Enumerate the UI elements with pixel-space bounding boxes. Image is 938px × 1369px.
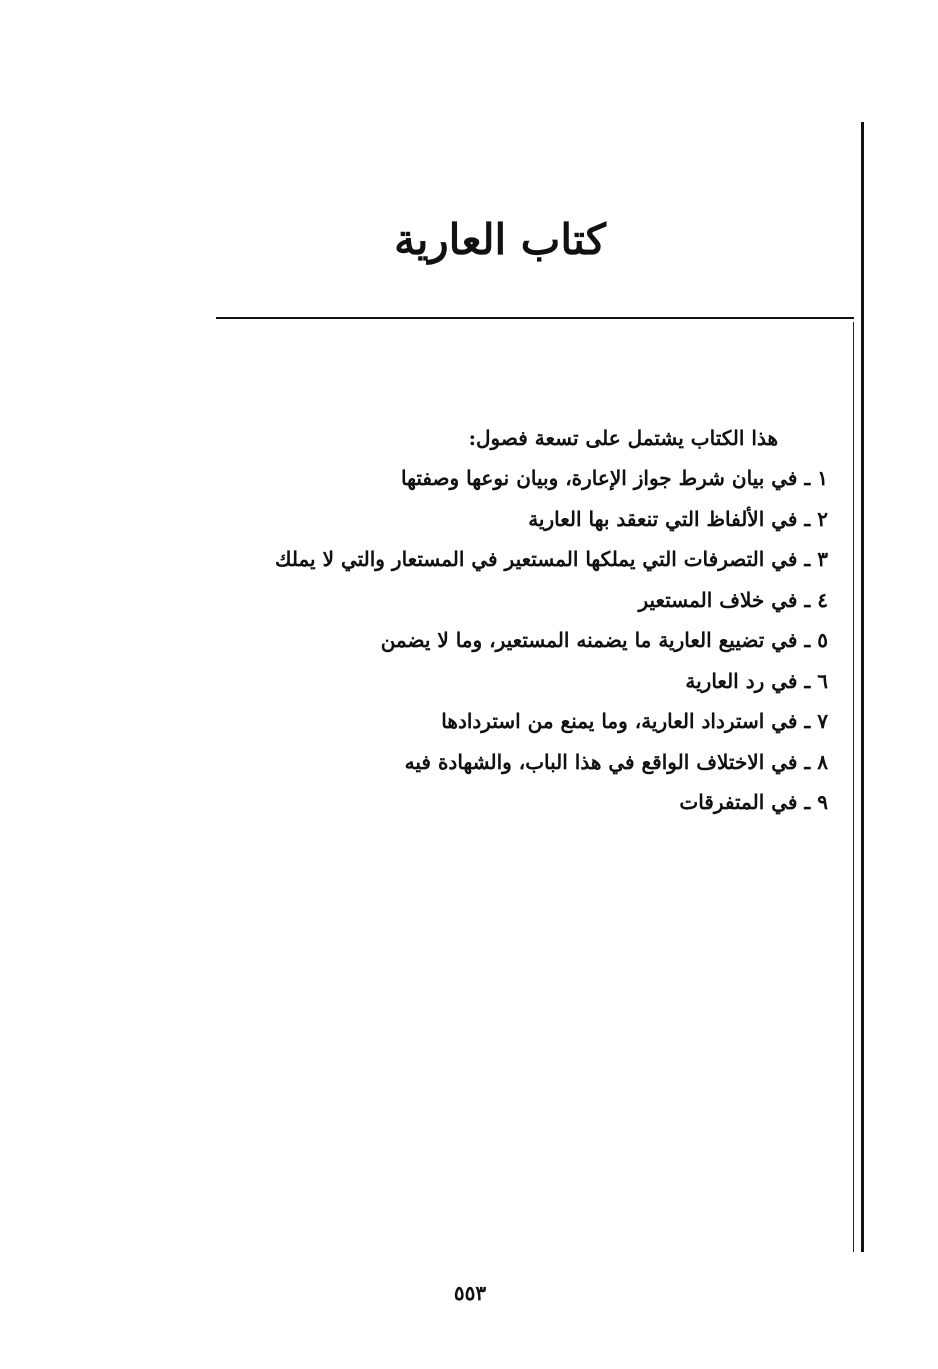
chapter-item: ٩ ـ في المتفرقات bbox=[679, 790, 828, 814]
page-frame-inner-vertical-rule bbox=[853, 322, 854, 1252]
page-title: كتاب العارية bbox=[394, 215, 606, 264]
chapter-item: ٨ ـ في الاختلاف الواقع في هذا الباب، والشهادة فيه bbox=[404, 749, 828, 774]
chapter-list bbox=[268, 458, 828, 823]
chapter-item: ٢ ـ في الألفاظ التي تنعقد بها العارية bbox=[528, 506, 828, 531]
chapter-item: ٧ ـ في استرداد العارية، وما يمنع من استردادها bbox=[441, 709, 828, 733]
chapter-item: ٥ ـ في تضييع العارية ما يضمنه المستعير، وما لا يضمن bbox=[380, 628, 828, 652]
chapter-item: ٤ ـ في خلاف المستعير bbox=[638, 587, 828, 612]
intro-text: هذا الكتاب يشتمل على تسعة فصول: bbox=[468, 426, 778, 450]
title-separator-rule bbox=[216, 317, 854, 319]
chapter-item: ٦ ـ في رد العارية bbox=[685, 668, 828, 693]
page-number: ٥٥٣ bbox=[453, 1281, 487, 1305]
chapter-overview bbox=[268, 418, 828, 823]
chapter-item: ٣ ـ في التصرفات التي يملكها المستعير في المستعار والتي لا يملك bbox=[275, 547, 828, 571]
chapter-item: ١ ـ في بيان شرط جواز الإعارة، وبيان نوعها وصفتها bbox=[401, 466, 828, 490]
page-frame-vertical-rule bbox=[861, 122, 864, 1252]
